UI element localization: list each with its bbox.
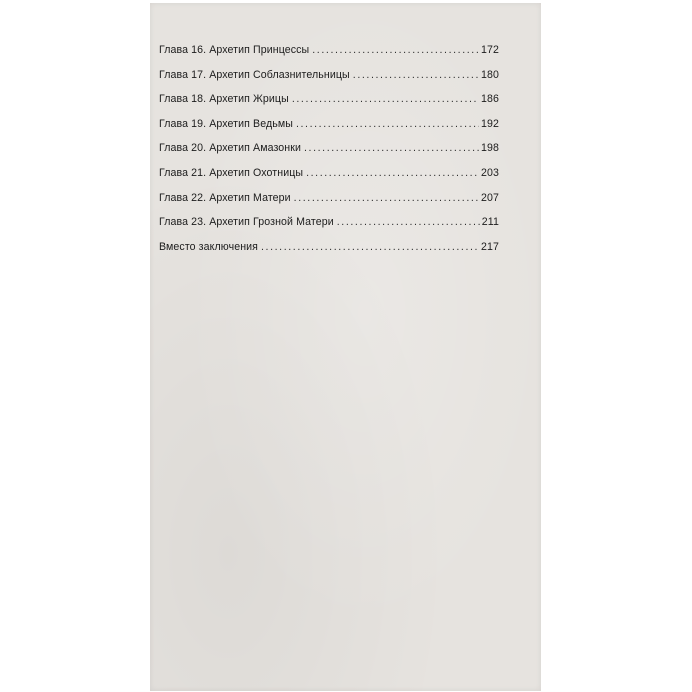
toc-entry [159, 216, 499, 241]
toc-entry-title: Глава 20. Архетип Амазонки [159, 142, 301, 155]
toc-entry-title: Вместо заключения [159, 240, 258, 253]
toc-entry-page: 203 [481, 166, 499, 179]
toc-entry [159, 142, 499, 167]
toc-entry [159, 69, 499, 94]
toc-entry-title: Глава 22. Архетип Матери [159, 191, 291, 204]
toc-entry-page: 186 [481, 93, 499, 106]
toc-dot-leader [296, 118, 479, 130]
toc-entry-title: Глава 18. Архетип Жрицы [159, 93, 289, 106]
toc-entry-page: 211 [481, 216, 499, 229]
toc-entry-page: 217 [481, 240, 499, 253]
toc-entry [159, 192, 499, 217]
toc-entry-title: Глава 17. Архетип Соблазнительницы [159, 68, 350, 81]
toc-entry-page: 207 [481, 191, 499, 204]
toc-dot-leader [337, 216, 480, 228]
toc-entry [159, 93, 499, 118]
toc-entry-title: Глава 19. Архетип Ведьмы [159, 117, 293, 130]
toc-dot-leader [306, 167, 479, 179]
toc-entry-title: Глава 23. Архетип Грозной Матери [159, 216, 334, 229]
toc-entry [159, 44, 499, 69]
toc-dot-leader [312, 44, 479, 56]
toc-entry [159, 167, 499, 192]
book-page [150, 3, 541, 691]
toc-dot-leader [261, 241, 479, 253]
toc-entry-page: 192 [481, 117, 499, 130]
toc-entry [159, 118, 499, 143]
toc-dot-leader [353, 69, 479, 81]
toc-entry [159, 241, 499, 266]
table-of-contents [159, 44, 499, 265]
toc-entry-page: 172 [481, 44, 499, 56]
toc-dot-leader [294, 192, 479, 204]
toc-entry-page: 180 [481, 68, 499, 81]
toc-entry-page: 198 [481, 142, 499, 155]
toc-entry-title: Глава 16. Архетип Принцессы [159, 44, 310, 56]
toc-entry-title: Глава 21. Архетип Охотницы [159, 166, 304, 179]
toc-dot-leader [292, 93, 479, 105]
toc-dot-leader [304, 142, 479, 154]
